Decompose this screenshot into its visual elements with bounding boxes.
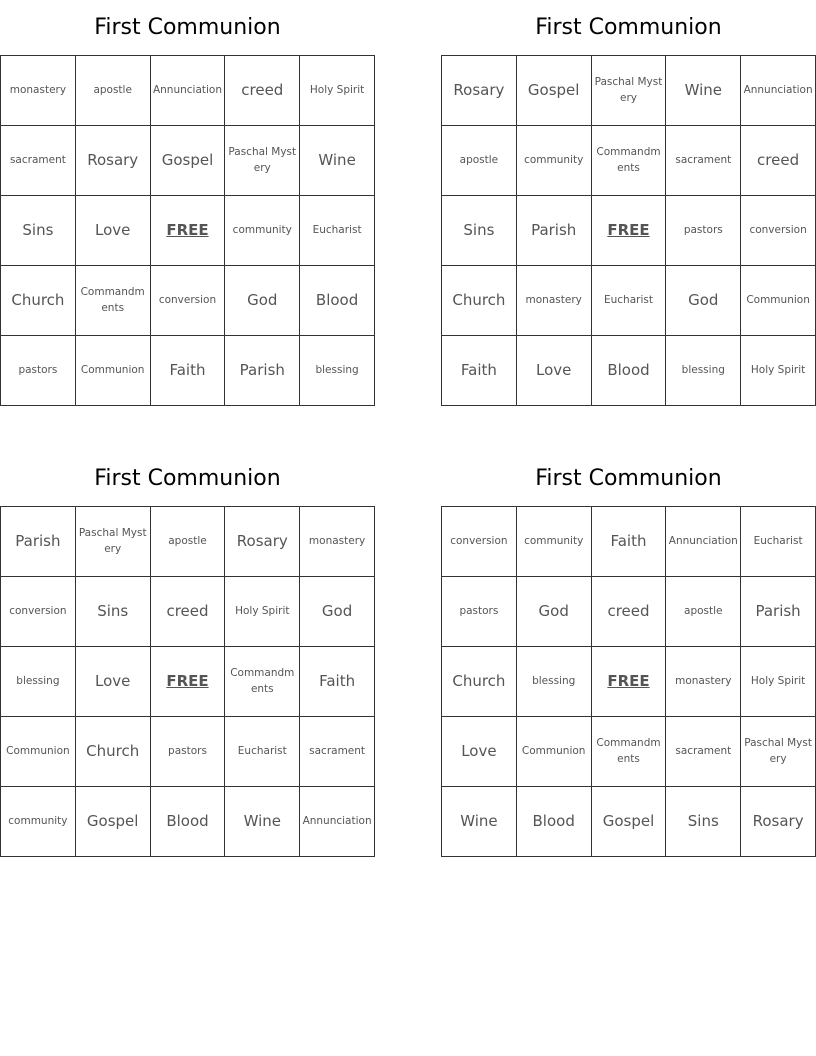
bingo-cell: Eucharist xyxy=(741,507,816,577)
bingo-cell: Church xyxy=(442,266,517,336)
bingo-grid xyxy=(441,506,816,857)
free-space: FREE xyxy=(151,196,226,266)
bingo-grid xyxy=(0,506,375,857)
bingo-cell: Faith xyxy=(592,507,667,577)
bingo-cell: sacrament xyxy=(666,717,741,787)
bingo-cell: Parish xyxy=(517,196,592,266)
bingo-cell: creed xyxy=(741,126,816,196)
bingo-cell: Commandments xyxy=(592,126,667,196)
bingo-cell: Church xyxy=(1,266,76,336)
bingo-cell: Parish xyxy=(225,336,300,406)
bingo-cell: Annunciation xyxy=(741,56,816,126)
card-title: First Communion xyxy=(94,15,281,40)
bingo-cell: Communion xyxy=(741,266,816,336)
bingo-card-2 xyxy=(441,0,816,406)
bingo-cell: sacrament xyxy=(1,126,76,196)
bingo-cell: Holy Spirit xyxy=(225,577,300,647)
bingo-cell: God xyxy=(300,577,375,647)
bingo-cell: Parish xyxy=(741,577,816,647)
bingo-cell: Love xyxy=(517,336,592,406)
bingo-cell: blessing xyxy=(1,647,76,717)
bingo-cell: Eucharist xyxy=(592,266,667,336)
bingo-cell: blessing xyxy=(666,336,741,406)
card-title: First Communion xyxy=(535,466,722,491)
bingo-cell: Rosary xyxy=(76,126,151,196)
bingo-cell: blessing xyxy=(300,336,375,406)
bingo-cell: apostle xyxy=(666,577,741,647)
bingo-card-1 xyxy=(0,0,375,406)
bingo-cell: God xyxy=(225,266,300,336)
bingo-cell: sacrament xyxy=(666,126,741,196)
bingo-cell: Paschal Mystery xyxy=(225,126,300,196)
bingo-cell: Gospel xyxy=(517,56,592,126)
free-space: FREE xyxy=(592,647,667,717)
bingo-cell: apostle xyxy=(76,56,151,126)
bingo-cell: Love xyxy=(76,196,151,266)
bingo-cell: Wine xyxy=(666,56,741,126)
bingo-cell: God xyxy=(666,266,741,336)
bingo-cell: pastors xyxy=(442,577,517,647)
bingo-cell: Gospel xyxy=(76,787,151,857)
bingo-cell: Annunciation xyxy=(151,56,226,126)
bingo-cell: Eucharist xyxy=(300,196,375,266)
bingo-grid xyxy=(0,55,375,406)
bingo-cell: Paschal Mystery xyxy=(741,717,816,787)
bingo-cell: creed xyxy=(225,56,300,126)
free-space: FREE xyxy=(592,196,667,266)
bingo-cell: sacrament xyxy=(300,717,375,787)
bingo-cell: conversion xyxy=(1,577,76,647)
bingo-cell: Sins xyxy=(666,787,741,857)
bingo-cell: Wine xyxy=(300,126,375,196)
bingo-cell: monastery xyxy=(517,266,592,336)
bingo-cell: Communion xyxy=(1,717,76,787)
bingo-card-4 xyxy=(441,451,816,857)
bingo-cell: Blood xyxy=(300,266,375,336)
bingo-cell: Commandments xyxy=(76,266,151,336)
bingo-cell: Rosary xyxy=(442,56,517,126)
bingo-cell: Communion xyxy=(76,336,151,406)
bingo-cell: Church xyxy=(76,717,151,787)
bingo-cell: conversion xyxy=(151,266,226,336)
bingo-cell: Eucharist xyxy=(225,717,300,787)
bingo-cell: creed xyxy=(592,577,667,647)
bingo-cell: Annunciation xyxy=(300,787,375,857)
bingo-cell: Gospel xyxy=(592,787,667,857)
bingo-cell: Paschal Mystery xyxy=(592,56,667,126)
bingo-cell: community xyxy=(517,507,592,577)
bingo-cell: apostle xyxy=(442,126,517,196)
bingo-cell: Church xyxy=(442,647,517,717)
bingo-cell: Sins xyxy=(1,196,76,266)
bingo-cell: conversion xyxy=(741,196,816,266)
bingo-cell: Sins xyxy=(76,577,151,647)
bingo-cell: Faith xyxy=(300,647,375,717)
bingo-cell: Love xyxy=(76,647,151,717)
bingo-cell: Gospel xyxy=(151,126,226,196)
bingo-cell: Holy Spirit xyxy=(741,647,816,717)
bingo-cell: blessing xyxy=(517,647,592,717)
bingo-cell: monastery xyxy=(300,507,375,577)
bingo-cell: community xyxy=(1,787,76,857)
bingo-cell: Blood xyxy=(151,787,226,857)
bingo-cell: Wine xyxy=(225,787,300,857)
bingo-cell: apostle xyxy=(151,507,226,577)
bingo-card-3 xyxy=(0,451,375,857)
bingo-cell: creed xyxy=(151,577,226,647)
bingo-cell: Commandments xyxy=(592,717,667,787)
bingo-cell: Communion xyxy=(517,717,592,787)
bingo-cell: Love xyxy=(442,717,517,787)
bingo-cell: Paschal Mystery xyxy=(76,507,151,577)
bingo-cell: Holy Spirit xyxy=(741,336,816,406)
bingo-cell: Sins xyxy=(442,196,517,266)
bingo-cell: conversion xyxy=(442,507,517,577)
bingo-grid xyxy=(441,55,816,406)
bingo-cell: Annunciation xyxy=(666,507,741,577)
bingo-cell: Blood xyxy=(592,336,667,406)
bingo-cell: pastors xyxy=(666,196,741,266)
card-title: First Communion xyxy=(535,15,722,40)
bingo-cell: Rosary xyxy=(225,507,300,577)
bingo-cell: Wine xyxy=(442,787,517,857)
bingo-cell: community xyxy=(225,196,300,266)
bingo-cell: Faith xyxy=(151,336,226,406)
card-title: First Communion xyxy=(94,466,281,491)
bingo-cell: Faith xyxy=(442,336,517,406)
bingo-cell: Parish xyxy=(1,507,76,577)
bingo-cell: God xyxy=(517,577,592,647)
bingo-cell: pastors xyxy=(151,717,226,787)
bingo-cell: Blood xyxy=(517,787,592,857)
bingo-cell: Holy Spirit xyxy=(300,56,375,126)
bingo-cell: monastery xyxy=(666,647,741,717)
free-space: FREE xyxy=(151,647,226,717)
bingo-cell: Commandments xyxy=(225,647,300,717)
bingo-cell: pastors xyxy=(1,336,76,406)
bingo-cell: community xyxy=(517,126,592,196)
bingo-cell: monastery xyxy=(1,56,76,126)
bingo-cell: Rosary xyxy=(741,787,816,857)
